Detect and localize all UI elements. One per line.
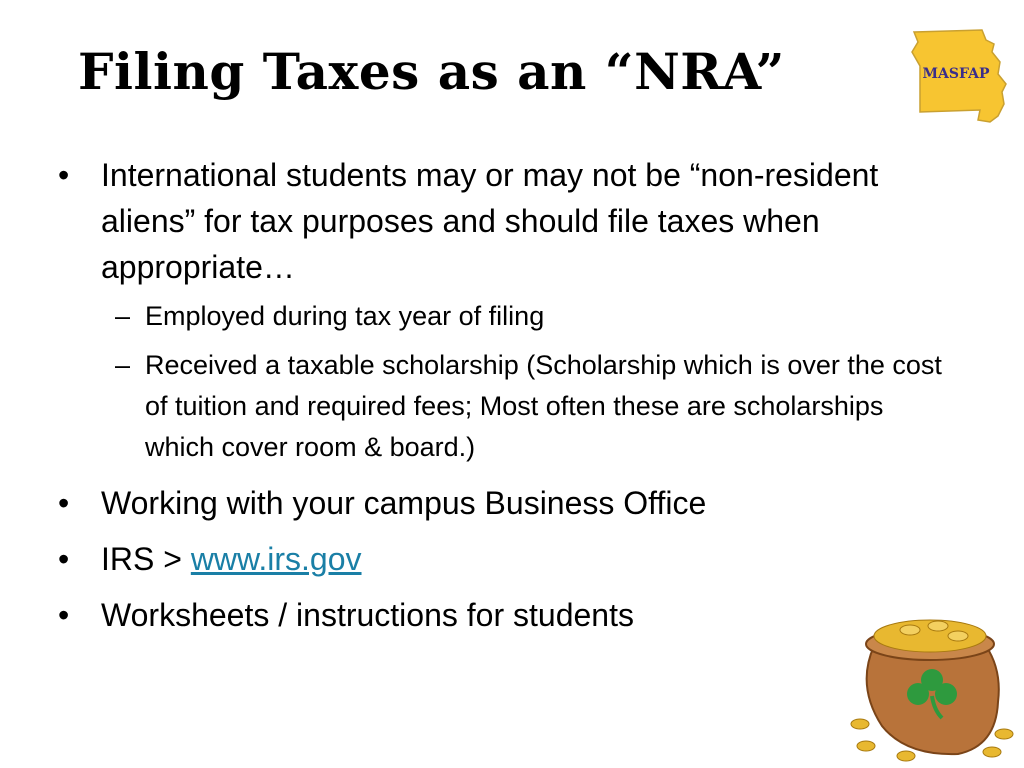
ground-coin	[983, 747, 1001, 757]
bullet-mark: •	[58, 485, 70, 521]
bullet-mark: •	[58, 541, 70, 577]
slide-title: Filing Taxes as an “NRA”	[78, 42, 785, 101]
bullet-item	[58, 592, 958, 638]
bullet-mark: •	[58, 597, 70, 633]
bullet-text: International students may or may not be “non-resident aliens” for tax purposes and should file taxes when appropriate…	[101, 157, 879, 285]
bullet-item	[58, 152, 958, 468]
bullet-list	[58, 152, 958, 648]
logo-text: MASFAP	[922, 66, 990, 82]
sub-bullet-item	[101, 345, 958, 468]
gold-coin	[928, 621, 948, 631]
ground-coin	[995, 729, 1013, 739]
irs-link[interactable]: www.irs.gov	[190, 541, 362, 577]
sub-bullet-text: Employed during tax year of filing	[145, 301, 545, 331]
gold-coin	[900, 625, 920, 635]
ground-coin	[897, 751, 915, 761]
bullet-text: Working with your campus Business Office	[101, 485, 707, 521]
bullet-text-prefix: IRS >	[101, 541, 191, 577]
ground-coin	[857, 741, 875, 751]
sub-bullet-mark: –	[115, 301, 131, 331]
bullet-text: Worksheets / instructions for students	[101, 597, 634, 633]
masfap-logo	[908, 26, 1008, 126]
bullet-item	[58, 480, 958, 526]
sub-bullet-mark: –	[115, 350, 131, 380]
sub-bullet-item	[101, 296, 958, 337]
clover-leaf	[935, 683, 957, 705]
gold-coin	[948, 631, 968, 641]
clover-leaf	[907, 683, 929, 705]
pot-of-gold-clover-icon	[846, 606, 1018, 762]
bullet-item	[58, 536, 958, 582]
sub-bullet-list	[101, 296, 958, 468]
bullet-mark: •	[58, 157, 70, 193]
sub-bullet-text: Received a taxable scholarship (Scholarship which is over the cost of tuition and required fees; Most often these are scholarships which cover room & board.)	[145, 350, 942, 462]
ground-coin	[851, 719, 869, 729]
